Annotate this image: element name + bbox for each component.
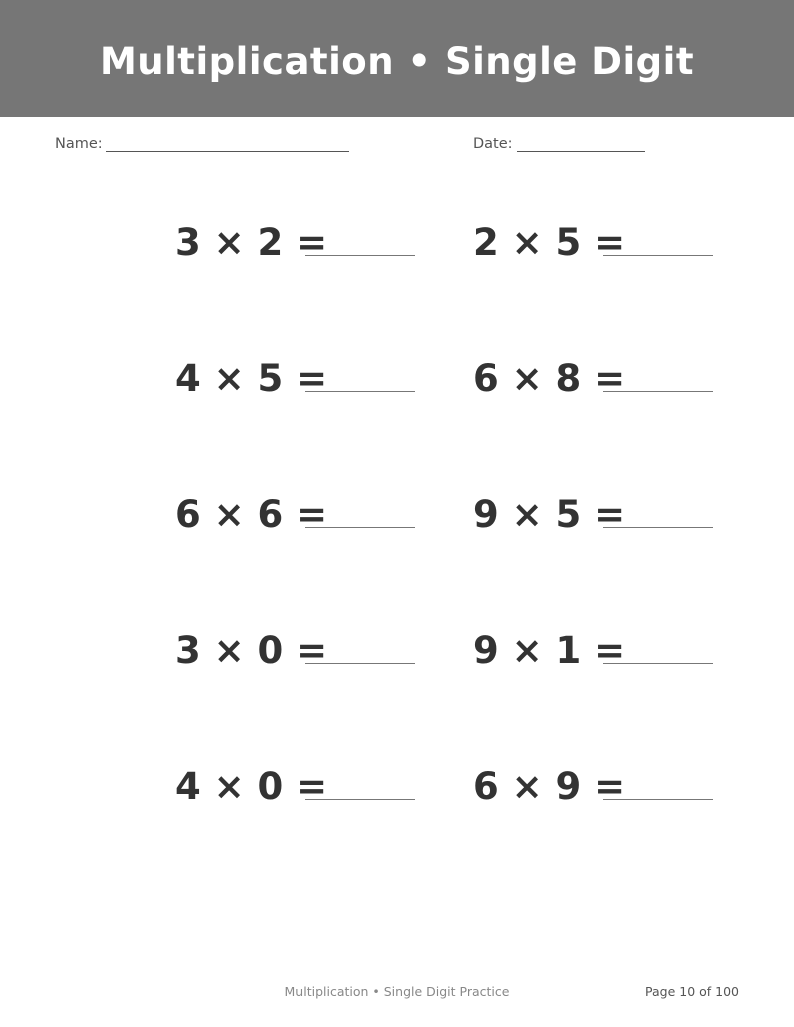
- problem-expression: 6 × 9 =: [473, 765, 626, 808]
- answer-line: [305, 255, 415, 256]
- name-label: Name:: [55, 136, 103, 152]
- problem-expression: 9 × 5 =: [473, 493, 626, 536]
- date-line: [517, 151, 645, 152]
- problem-expression: 3 × 2 =: [175, 221, 328, 264]
- answer-line: [603, 527, 713, 528]
- answer-line: [305, 663, 415, 664]
- answer-line: [305, 391, 415, 392]
- problem-expression: 4 × 5 =: [175, 357, 328, 400]
- problem-expression: 9 × 1 =: [473, 629, 626, 672]
- answer-line: [305, 527, 415, 528]
- problem-expression: 6 × 6 =: [175, 493, 328, 536]
- date-field: [473, 134, 513, 154]
- answer-line: [603, 799, 713, 800]
- problem-expression: 3 × 0 =: [175, 629, 328, 672]
- answer-line: [305, 799, 415, 800]
- problem-expression: 2 × 5 =: [473, 221, 626, 264]
- answer-line: [603, 663, 713, 664]
- footer-caption: Multiplication • Single Digit Practice: [284, 984, 510, 999]
- worksheet-title: Multiplication • Single Digit: [99, 40, 695, 83]
- name-field: [55, 134, 103, 154]
- answer-line: [603, 255, 713, 256]
- page-number: Page 10 of 100: [645, 984, 739, 999]
- answer-line: [603, 391, 713, 392]
- problem-expression: 6 × 8 =: [473, 357, 626, 400]
- name-line: [106, 151, 349, 152]
- worksheet-header: [0, 0, 794, 117]
- date-label: Date:: [473, 136, 513, 152]
- problem-expression: 4 × 0 =: [175, 765, 328, 808]
